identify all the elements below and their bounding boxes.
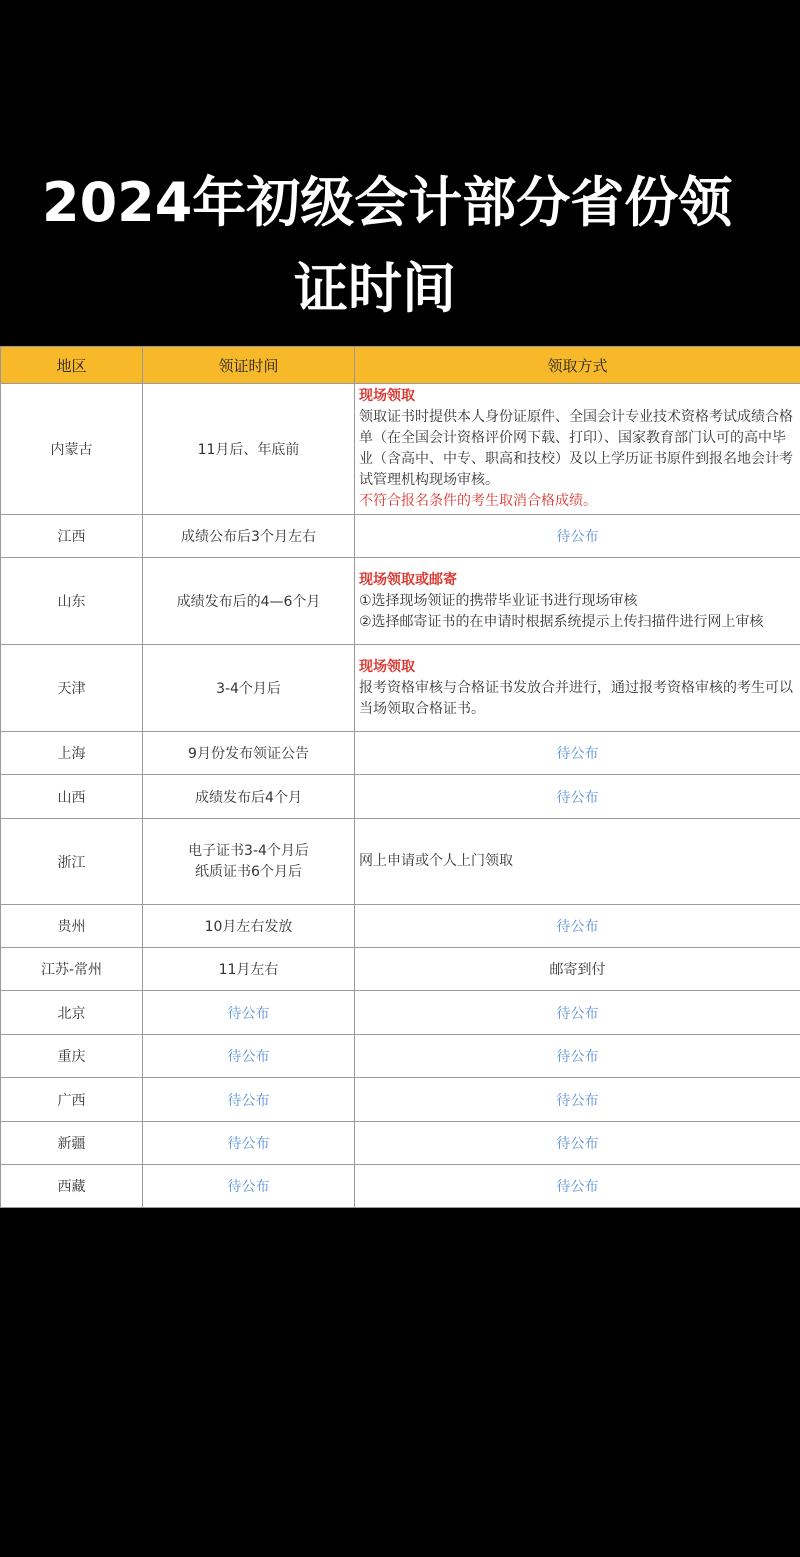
page-title-line1: 2024年初级会计部分省份领	[42, 171, 733, 234]
cell-region: 江苏-常州	[1, 948, 143, 991]
table-row	[1, 775, 800, 819]
table-row	[1, 732, 800, 775]
table-row	[1, 1165, 800, 1208]
table-row	[1, 948, 800, 991]
cell-time: 10月左右发放	[143, 905, 355, 948]
cell-time: 11月左右	[143, 948, 355, 991]
table-header-row	[1, 347, 800, 384]
cell-method	[355, 384, 800, 515]
cell-method: 待公布	[355, 905, 800, 948]
table-row	[1, 558, 800, 645]
cell-region: 北京	[1, 991, 143, 1035]
cell-time: 11月后、年底前	[143, 384, 355, 515]
method-title: 现场领取	[359, 388, 415, 404]
cell-region: 山东	[1, 558, 143, 645]
table-row	[1, 819, 800, 905]
cell-time: 待公布	[143, 991, 355, 1035]
header-time: 领证时间	[143, 347, 355, 384]
cell-region: 上海	[1, 732, 143, 775]
cell-method: 邮寄到付	[355, 948, 800, 991]
header-method: 领取方式	[355, 347, 800, 384]
cell-time: 待公布	[143, 1122, 355, 1165]
cell-time: 成绩发布后4个月	[143, 775, 355, 819]
cell-time: 待公布	[143, 1035, 355, 1078]
method-title: 现场领取或邮寄	[359, 571, 457, 588]
cell-region: 贵州	[1, 905, 143, 948]
cell-region: 天津	[1, 645, 143, 732]
cell-time	[143, 819, 355, 905]
cell-region: 广西	[1, 1078, 143, 1122]
cell-region: 内蒙古	[1, 384, 143, 515]
cell-method: 待公布	[355, 1035, 800, 1078]
cell-method	[355, 558, 800, 645]
cell-region: 新疆	[1, 1122, 143, 1165]
cell-method: 待公布	[355, 732, 800, 775]
cell-method: 待公布	[355, 1165, 800, 1208]
table-row	[1, 905, 800, 948]
method-note: 不符合报名条件的考生取消合格成绩。	[359, 493, 597, 509]
cell-region: 浙江	[1, 819, 143, 905]
time-line2: 纸质证书6个月后	[195, 863, 302, 880]
method-line2: ②选择邮寄证书的在申请时根据系统提示上传扫描件进行网上审核	[359, 613, 764, 630]
time-line1: 电子证书3-4个月后	[188, 842, 309, 859]
page-title-line2: 证时间	[294, 257, 456, 320]
method-title: 现场领取	[359, 658, 415, 675]
cell-time: 3-4个月后	[143, 645, 355, 732]
cell-method: 待公布	[355, 1078, 800, 1122]
cell-method: 网上申请或个人上门领取	[355, 819, 800, 905]
cell-region: 重庆	[1, 1035, 143, 1078]
cell-method: 待公布	[355, 1122, 800, 1165]
method-body: 领取证书时提供本人身份证原件、全国会计专业技术资格考试成绩合格单（在全国会计资格评价网下载、打印）、国家教育部门认可的高中毕业（含高中、中专、职高和技校）及以上学历证书原件到报名地会计考试管理机构现场审核。	[359, 409, 793, 488]
table-row	[1, 991, 800, 1035]
cell-method: 待公布	[355, 991, 800, 1035]
cell-time: 9月份发布领证公告	[143, 732, 355, 775]
cell-method: 待公布	[355, 515, 800, 558]
cell-region: 江西	[1, 515, 143, 558]
certificate-table	[0, 346, 800, 1208]
title-banner	[0, 0, 800, 346]
table-row	[1, 1078, 800, 1122]
header-region: 地区	[1, 347, 143, 384]
method-body: 报考资格审核与合格证书发放合并进行，通过报考资格审核的考生可以当场领取合格证书。	[359, 679, 793, 717]
table-row	[1, 1035, 800, 1078]
cell-region: 西藏	[1, 1165, 143, 1208]
table-row	[1, 645, 800, 732]
cell-time: 成绩发布后的4—6个月	[143, 558, 355, 645]
cell-method: 待公布	[355, 775, 800, 819]
cell-time: 成绩公布后3个月左右	[143, 515, 355, 558]
table-row	[1, 515, 800, 558]
table-row	[1, 1122, 800, 1165]
cell-time: 待公布	[143, 1165, 355, 1208]
cell-region: 山西	[1, 775, 143, 819]
cell-method	[355, 645, 800, 732]
method-line1: ①选择现场领证的携带毕业证书进行现场审核	[359, 592, 638, 609]
table-row	[1, 384, 800, 515]
cell-time: 待公布	[143, 1078, 355, 1122]
